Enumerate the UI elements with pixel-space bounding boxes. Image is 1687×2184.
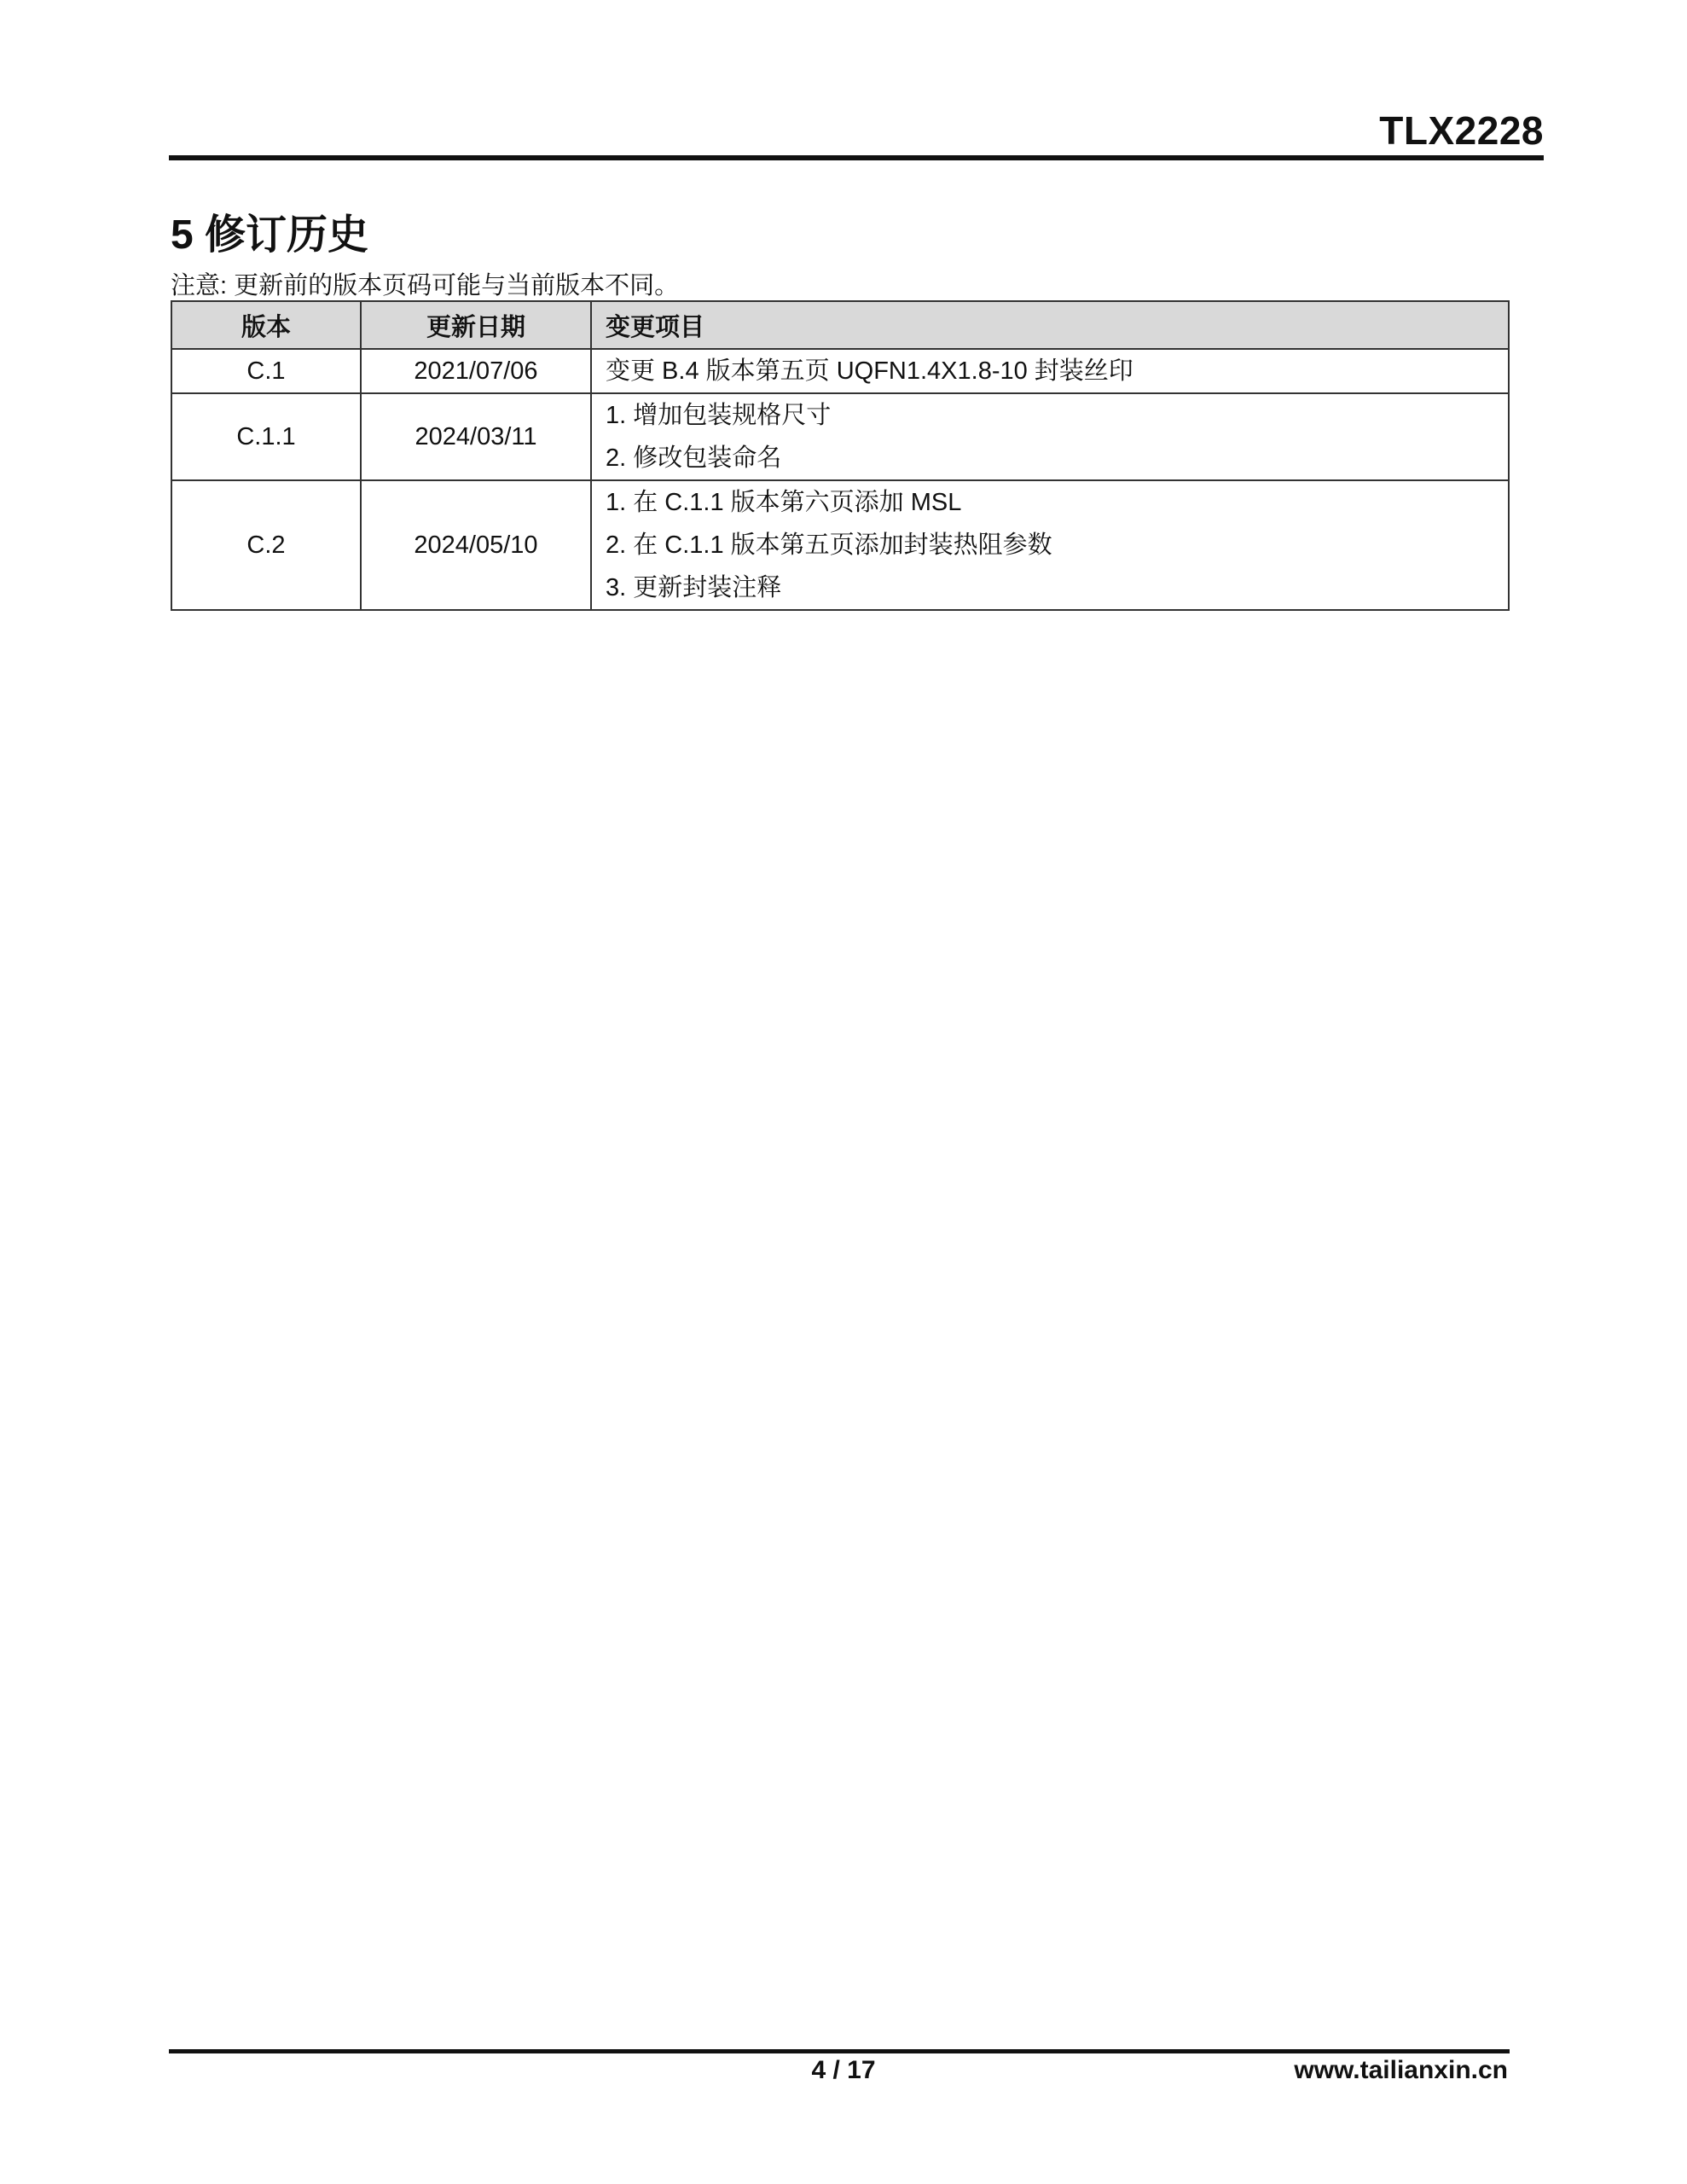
table-row [171, 480, 1509, 610]
change-item: 2. 修改包装命名 [606, 444, 782, 472]
column-header-date: 更新日期 [361, 301, 591, 349]
column-header-version: 版本 [171, 301, 361, 349]
document-title: TLX2228 [1379, 108, 1544, 153]
change-item: 1. 增加包装规格尺寸 [606, 402, 832, 429]
section-heading: 5 修订历史 [171, 212, 369, 258]
table-row [171, 393, 1509, 480]
date-cell: 2024/03/11 [361, 393, 591, 480]
table-header-row [171, 301, 1509, 349]
column-header-changes: 变更项目 [591, 301, 1509, 349]
table-row [171, 349, 1509, 393]
change-item: 1. 在 C.1.1 版本第六页添加 MSL [606, 489, 962, 516]
header-divider [169, 155, 1544, 160]
page-number: 4 / 17 [811, 2056, 876, 2084]
date-cell: 2024/05/10 [361, 480, 591, 610]
revision-note: 注意: 更新前的版本页码可能与当前版本不同。 [171, 272, 680, 299]
date-cell: 2021/07/06 [361, 349, 591, 393]
footer-divider [169, 2049, 1510, 2053]
version-cell: C.2 [171, 480, 361, 610]
website-link[interactable]: www.tailianxin.cn [1294, 2056, 1508, 2084]
changes-cell [591, 480, 1509, 610]
change-item: 变更 B.4 版本第五页 UQFN1.4X1.8-10 封装丝印 [606, 357, 1133, 385]
version-cell: C.1.1 [171, 393, 361, 480]
change-item: 2. 在 C.1.1 版本第五页添加封装热阻参数 [606, 531, 1052, 559]
changes-cell [591, 349, 1509, 393]
revision-history-table [171, 300, 1510, 611]
version-cell: C.1 [171, 349, 361, 393]
changes-cell [591, 393, 1509, 480]
change-item: 3. 更新封装注释 [606, 574, 782, 601]
